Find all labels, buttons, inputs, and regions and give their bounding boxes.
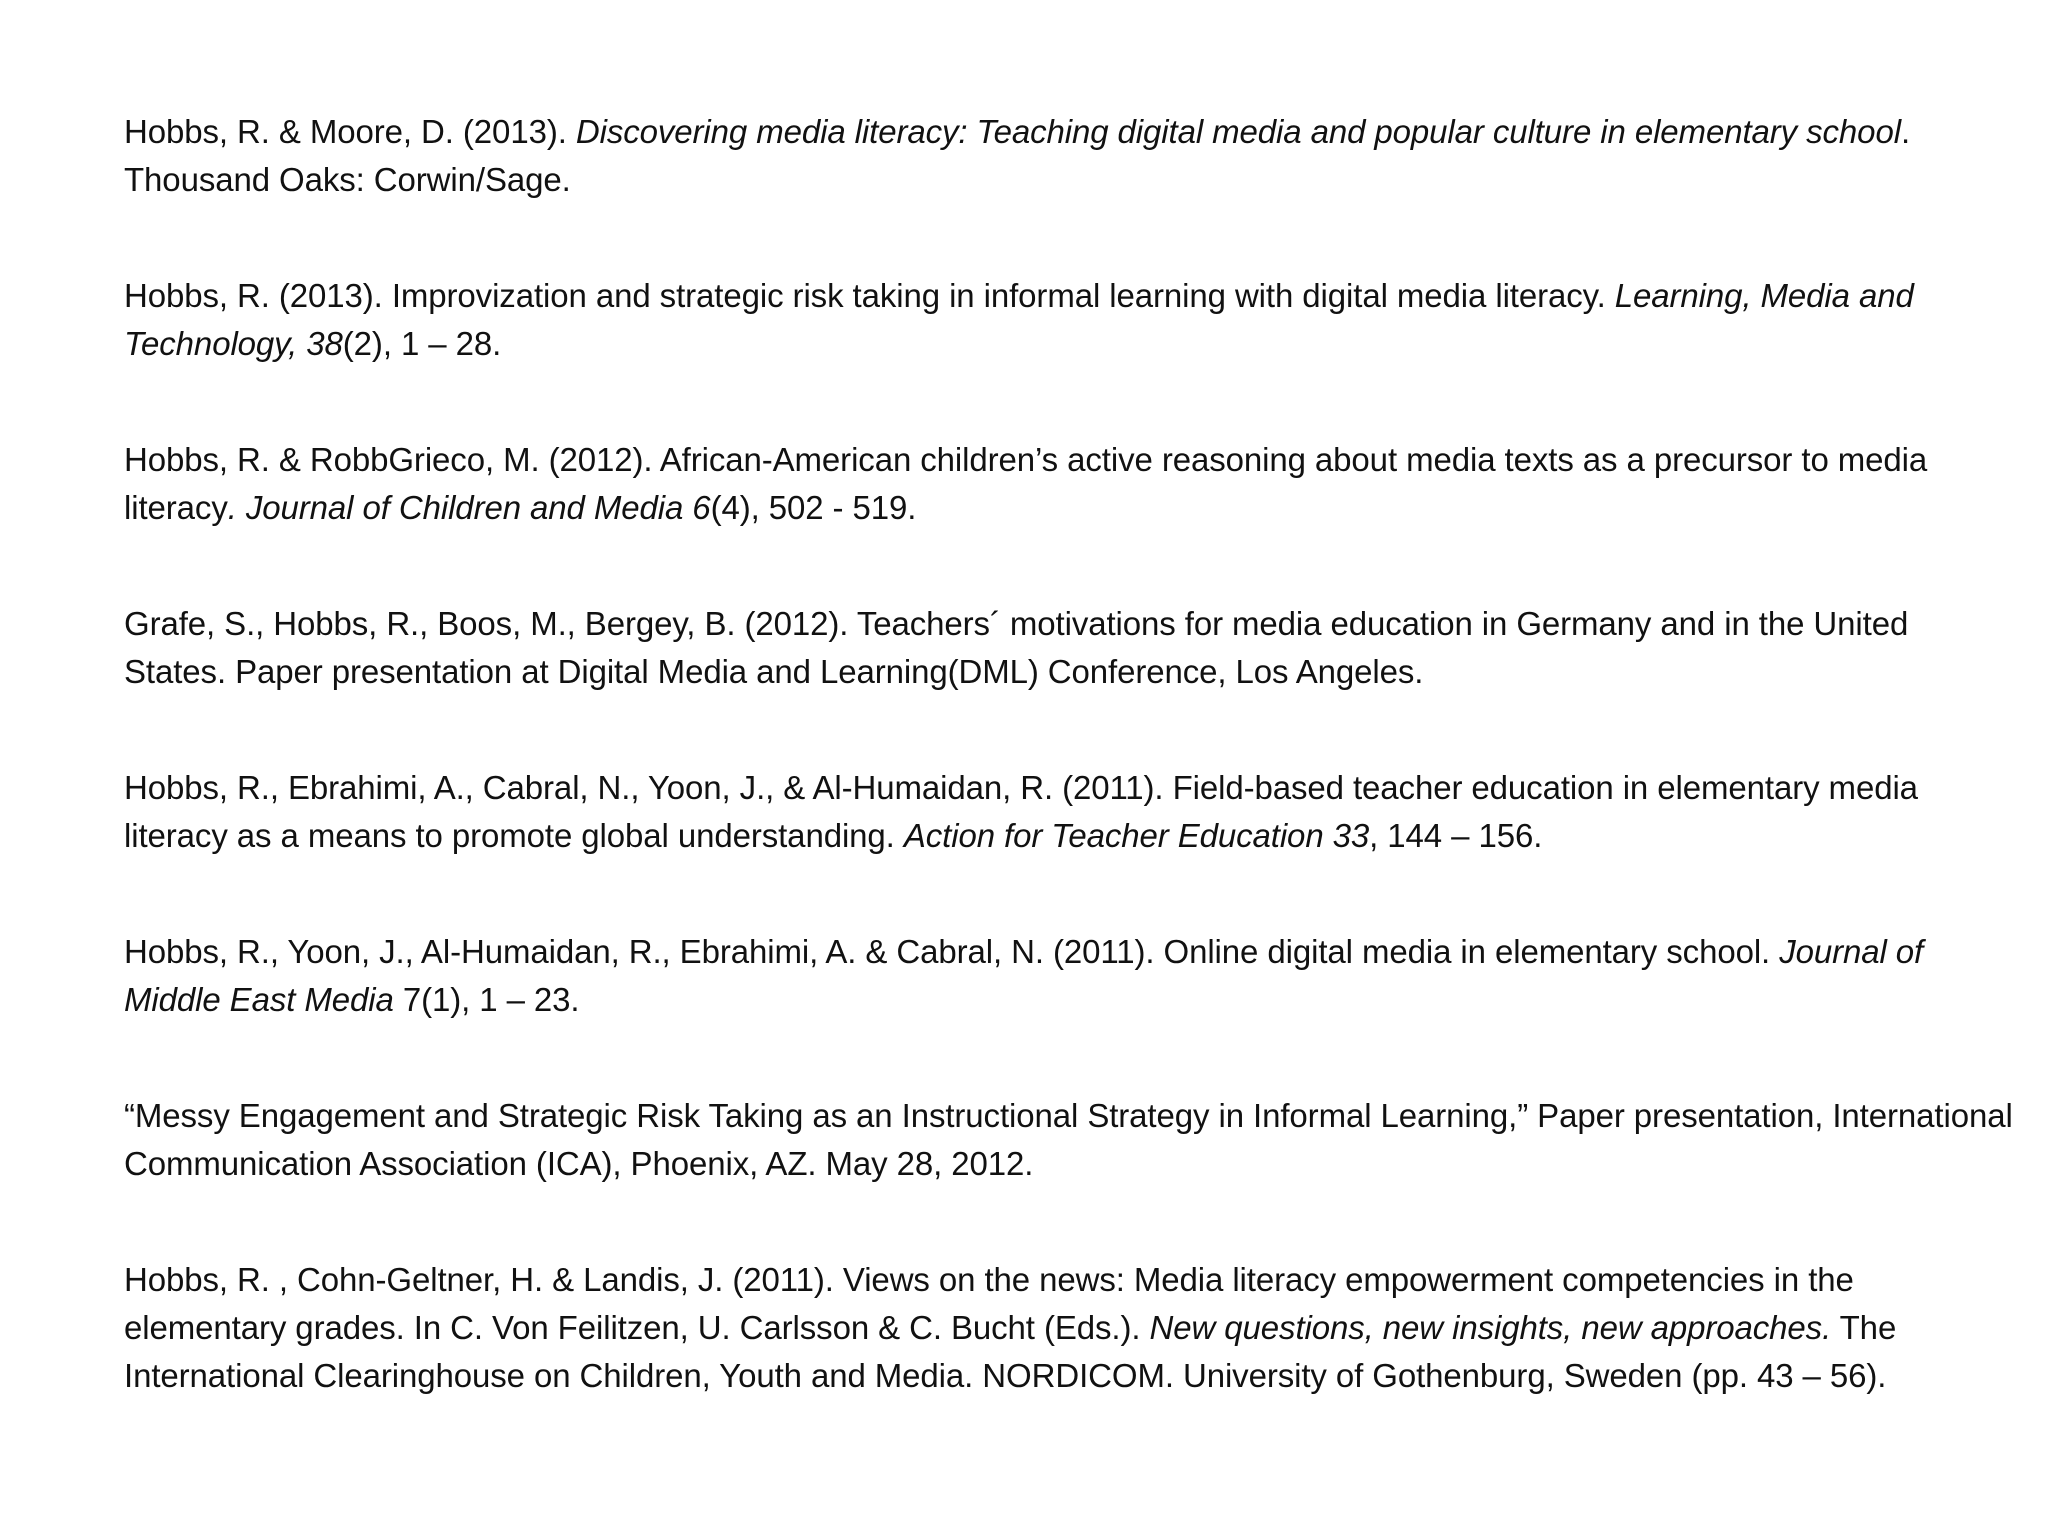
reference-item [124, 108, 2019, 204]
reference-item [124, 272, 2019, 368]
reference-text: Hobbs, R., Ebrahimi, A., Cabral, N., Yoon, J., & Al-Humaidan, R. (2011). Field-based teacher education in elementary media literacy as a means to promote global understanding. [124, 769, 1918, 854]
reference-text: Hobbs, R. & Moore, D. (2013). [124, 113, 576, 150]
reference-text: (4), 502 - 519. [710, 489, 917, 526]
reference-text: The International Clearinghouse on Children, Youth and Media. NORDICOM. University of Gothenburg, Sweden (pp. 43 – 56). [124, 1309, 1897, 1394]
reference-item [124, 928, 2019, 1024]
reference-text: Hobbs, R., Yoon, J., Al-Humaidan, R., Ebrahimi, A. & Cabral, N. (2011). Online digital media in elementary school. [124, 933, 1780, 970]
reference-text: Hobbs, R. & RobbGrieco, M. (2012). African-American children’s active reasoning about media texts as a precursor to media literacy [124, 441, 1928, 526]
reference-title: New questions, new insights, new approaches. [1149, 1309, 1832, 1346]
reference-text: . Thousand Oaks: Corwin/Sage. [124, 113, 1911, 198]
reference-text: 7(1), 1 – 23. [402, 981, 580, 1018]
reference-item [124, 1092, 2019, 1188]
reference-title: Discovering media literacy: Teaching digital media and popular culture in elementary school [575, 113, 1901, 150]
reference-title: Journal of Middle East Media [124, 933, 1924, 1018]
reference-text: Grafe, S., Hobbs, R., Boos, M., Bergey, B. (2012). Teachers´ motivations for media education in Germany and in the United States. Paper presentation at Digital Media and Learning(DML) Conference, Los Angeles. [124, 605, 1909, 690]
reference-item [124, 436, 2019, 532]
reference-text: “Messy Engagement and Strategic Risk Taking as an Instructional Strategy in Informal Learning,” Paper presentation, International Communication Association (ICA), Phoenix, AZ. May 28, 2012. [124, 1097, 2013, 1182]
reference-item [124, 764, 2019, 860]
reference-item [124, 600, 2019, 696]
reference-text: , 144 – 156. [1369, 817, 1543, 854]
reference-text: (2), 1 – 28. [342, 325, 502, 362]
reference-title: Action for Teacher Education 33 [903, 817, 1370, 854]
reference-title: Learning, Media and Technology, 38 [124, 277, 1914, 362]
reference-title: . Journal of Children and Media 6 [227, 489, 711, 526]
reference-list [124, 108, 2019, 1400]
reference-text: Hobbs, R. , Cohn-Geltner, H. & Landis, J. (2011). Views on the news: Media literacy empowerment competencies in the elementary grades. In C. Von Feilitzen, U. Carlsson & C. Bucht (Eds.). [124, 1261, 1854, 1346]
reference-item [124, 1256, 2019, 1400]
reference-text: Hobbs, R. (2013). Improvization and strategic risk taking in informal learning with digital media literacy. [124, 277, 1615, 314]
